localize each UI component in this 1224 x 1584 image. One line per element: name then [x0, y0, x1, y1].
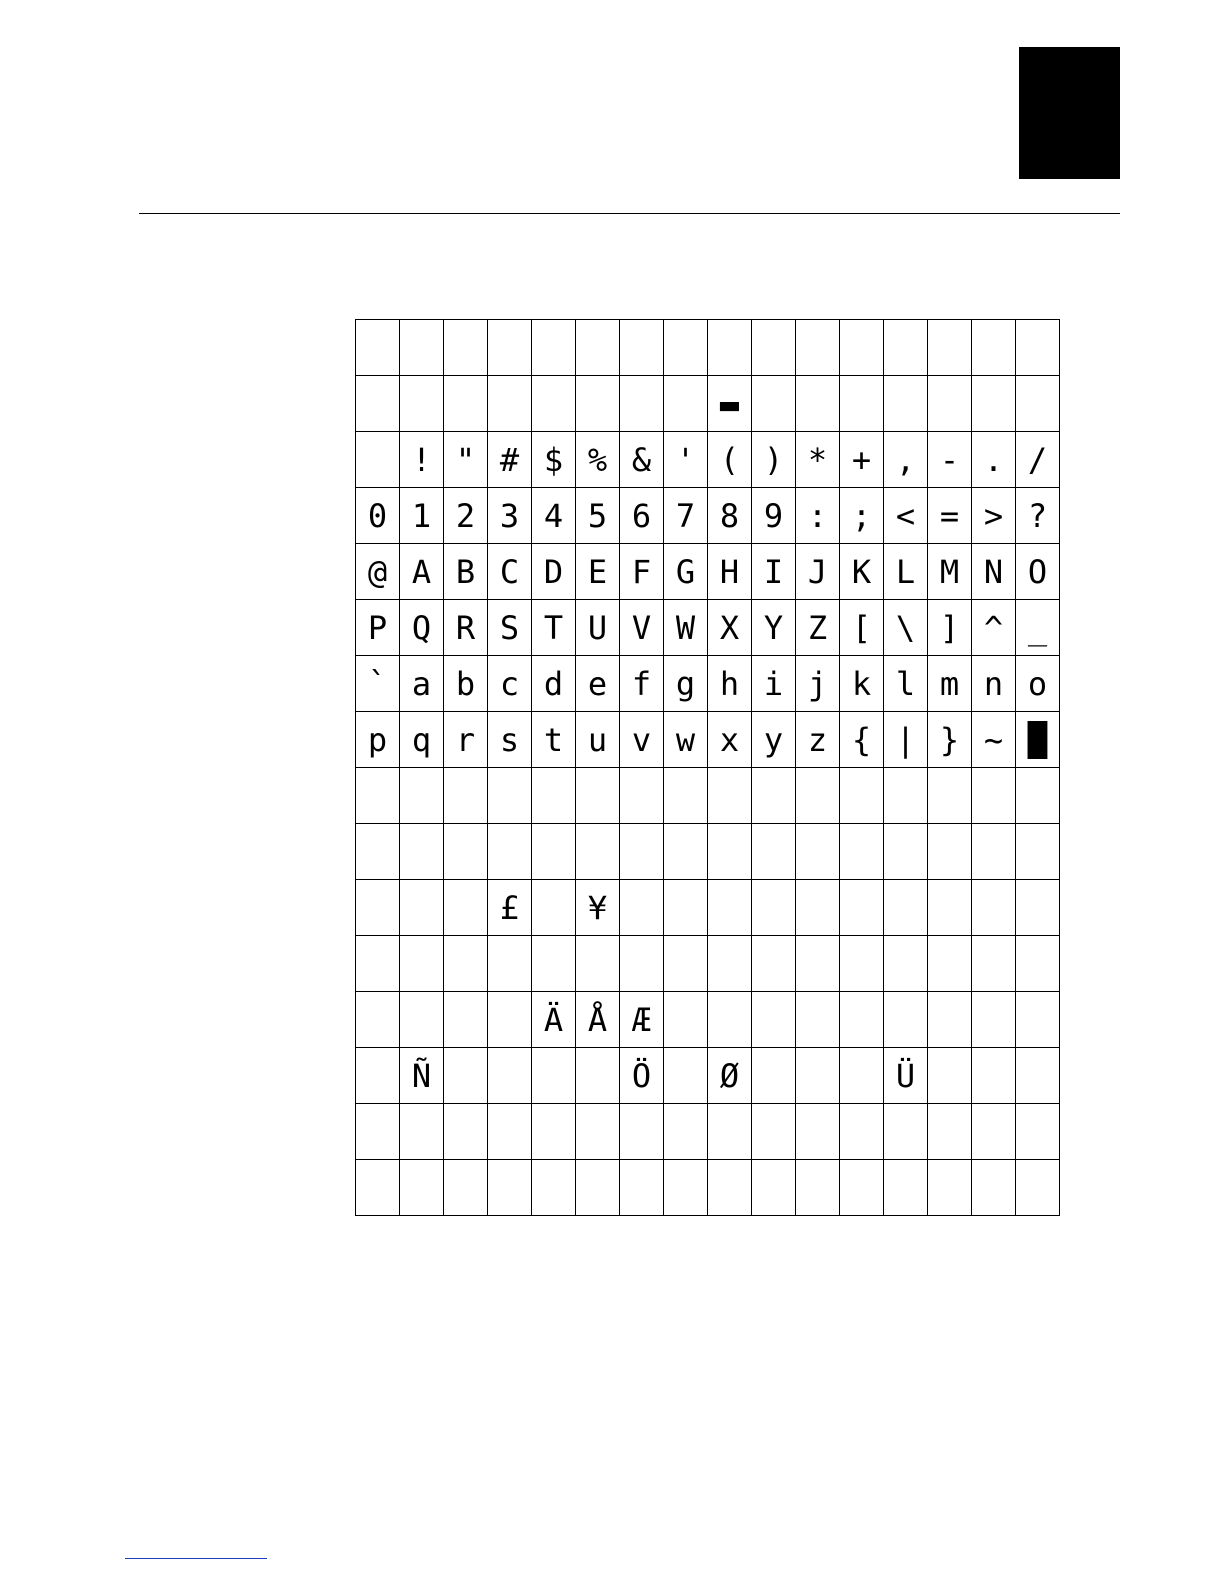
- character-cell: [928, 824, 972, 880]
- character-cell: [796, 880, 840, 936]
- character-cell: .: [972, 432, 1016, 488]
- table-row: [356, 1104, 1060, 1160]
- character-cell: [840, 992, 884, 1048]
- character-cell: 7: [664, 488, 708, 544]
- character-cell: ▬: [708, 376, 752, 432]
- character-cell: W: [664, 600, 708, 656]
- character-cell: [400, 992, 444, 1048]
- character-cell: [796, 1104, 840, 1160]
- character-cell: [840, 880, 884, 936]
- character-cell: [972, 1104, 1016, 1160]
- character-cell: u: [576, 712, 620, 768]
- character-cell: $: [532, 432, 576, 488]
- character-cell: Ä: [532, 992, 576, 1048]
- character-cell: [664, 992, 708, 1048]
- character-cell: L: [884, 544, 928, 600]
- character-cell: n: [972, 656, 1016, 712]
- character-cell: [752, 824, 796, 880]
- character-cell: `: [356, 656, 400, 712]
- character-cell: [928, 320, 972, 376]
- character-cell: [356, 376, 400, 432]
- character-cell: [488, 376, 532, 432]
- character-cell: >: [972, 488, 1016, 544]
- character-cell: [840, 320, 884, 376]
- character-cell: [928, 936, 972, 992]
- character-cell: ": [444, 432, 488, 488]
- character-cell: [356, 1104, 400, 1160]
- character-cell: ;: [840, 488, 884, 544]
- footer-link-rule: [125, 1558, 267, 1559]
- character-cell: [796, 824, 840, 880]
- character-cell: i: [752, 656, 796, 712]
- character-cell: P: [356, 600, 400, 656]
- character-cell: O: [1016, 544, 1060, 600]
- character-cell: [444, 936, 488, 992]
- character-cell: [356, 768, 400, 824]
- character-cell: [664, 936, 708, 992]
- character-cell: [708, 992, 752, 1048]
- character-cell: V: [620, 600, 664, 656]
- character-cell: [840, 936, 884, 992]
- character-cell: [752, 376, 796, 432]
- character-cell: [576, 376, 620, 432]
- character-cell: [532, 1160, 576, 1216]
- character-cell: [532, 1104, 576, 1160]
- character-cell: :: [796, 488, 840, 544]
- character-cell: ¥: [576, 880, 620, 936]
- character-cell: [488, 1160, 532, 1216]
- character-cell: [400, 880, 444, 936]
- character-cell: [708, 320, 752, 376]
- character-cell: [884, 320, 928, 376]
- character-cell: [356, 432, 400, 488]
- character-cell: [972, 768, 1016, 824]
- character-cell: [1016, 1048, 1060, 1104]
- character-cell: [444, 320, 488, 376]
- character-cell: ': [664, 432, 708, 488]
- character-cell: }: [928, 712, 972, 768]
- character-cell: +: [840, 432, 884, 488]
- character-cell: 2: [444, 488, 488, 544]
- character-cell: [796, 376, 840, 432]
- chapter-tab-marker: [1019, 47, 1120, 179]
- character-cell: [356, 992, 400, 1048]
- character-cell: [1016, 1104, 1060, 1160]
- character-cell: [356, 936, 400, 992]
- character-cell: [928, 992, 972, 1048]
- character-cell: [840, 768, 884, 824]
- character-set-table: [355, 319, 1060, 1216]
- character-cell: z: [796, 712, 840, 768]
- character-cell: x: [708, 712, 752, 768]
- character-cell: [884, 1160, 928, 1216]
- character-cell: [356, 880, 400, 936]
- character-cell: [576, 320, 620, 376]
- character-cell: [664, 768, 708, 824]
- character-cell: Ö: [620, 1048, 664, 1104]
- character-cell: [444, 824, 488, 880]
- character-cell: [356, 824, 400, 880]
- character-cell: [708, 768, 752, 824]
- character-cell: [1016, 1160, 1060, 1216]
- character-cell: [488, 824, 532, 880]
- character-cell: [488, 1104, 532, 1160]
- character-cell: c: [488, 656, 532, 712]
- character-cell: [928, 880, 972, 936]
- character-cell: [356, 1048, 400, 1104]
- character-cell: *: [796, 432, 840, 488]
- character-cell: H: [708, 544, 752, 600]
- character-cell: G: [664, 544, 708, 600]
- character-cell: [664, 376, 708, 432]
- character-cell: T: [532, 600, 576, 656]
- character-cell: ~: [972, 712, 1016, 768]
- character-cell: [664, 824, 708, 880]
- character-cell: [1016, 936, 1060, 992]
- table-row: [356, 320, 1060, 376]
- character-cell: [620, 936, 664, 992]
- character-cell: |: [884, 712, 928, 768]
- character-cell: \: [884, 600, 928, 656]
- table-row: [356, 488, 1060, 544]
- character-cell: U: [576, 600, 620, 656]
- character-cell: [928, 768, 972, 824]
- character-cell: [972, 992, 1016, 1048]
- character-cell: l: [884, 656, 928, 712]
- table-row: [356, 656, 1060, 712]
- character-cell: [576, 768, 620, 824]
- character-cell: [488, 992, 532, 1048]
- character-cell: [664, 320, 708, 376]
- character-cell: [796, 1048, 840, 1104]
- character-cell: 9: [752, 488, 796, 544]
- character-cell: q: [400, 712, 444, 768]
- character-cell: [444, 768, 488, 824]
- character-cell: -: [928, 432, 972, 488]
- character-cell: [444, 376, 488, 432]
- character-cell: [576, 824, 620, 880]
- character-cell: [708, 880, 752, 936]
- character-cell: {: [840, 712, 884, 768]
- character-cell: p: [356, 712, 400, 768]
- character-cell: [752, 880, 796, 936]
- character-cell: C: [488, 544, 532, 600]
- character-cell: 4: [532, 488, 576, 544]
- table-row: [356, 1048, 1060, 1104]
- character-cell: F: [620, 544, 664, 600]
- character-cell: [488, 1048, 532, 1104]
- character-cell: [620, 376, 664, 432]
- character-cell: ?: [1016, 488, 1060, 544]
- character-cell: 5: [576, 488, 620, 544]
- character-cell: b: [444, 656, 488, 712]
- character-cell: t: [532, 712, 576, 768]
- character-cell: N: [972, 544, 1016, 600]
- character-cell: [620, 320, 664, 376]
- character-cell: _: [1016, 600, 1060, 656]
- character-cell: [356, 320, 400, 376]
- character-cell: Y: [752, 600, 796, 656]
- character-cell: S: [488, 600, 532, 656]
- character-cell: Ñ: [400, 1048, 444, 1104]
- character-cell: a: [400, 656, 444, 712]
- header-rule: [139, 213, 1120, 214]
- character-cell: [1016, 768, 1060, 824]
- character-cell: [400, 936, 444, 992]
- character-cell: [796, 936, 840, 992]
- character-cell: f: [620, 656, 664, 712]
- character-cell: E: [576, 544, 620, 600]
- character-cell: B: [444, 544, 488, 600]
- character-cell: [752, 936, 796, 992]
- character-cell: [752, 992, 796, 1048]
- character-cell: Ø: [708, 1048, 752, 1104]
- character-cell: m: [928, 656, 972, 712]
- character-cell: [664, 1160, 708, 1216]
- character-cell: [840, 1104, 884, 1160]
- character-cell: [532, 320, 576, 376]
- character-cell: [620, 768, 664, 824]
- character-cell: j: [796, 656, 840, 712]
- character-cell: [884, 992, 928, 1048]
- character-cell: [884, 824, 928, 880]
- character-cell: [400, 768, 444, 824]
- character-cell: [356, 1160, 400, 1216]
- character-cell: [796, 768, 840, 824]
- character-cell: Æ: [620, 992, 664, 1048]
- character-cell: [1016, 992, 1060, 1048]
- character-cell: [400, 1104, 444, 1160]
- character-cell: [1016, 320, 1060, 376]
- character-cell: [1016, 824, 1060, 880]
- character-cell: [972, 824, 1016, 880]
- character-cell: Ü: [884, 1048, 928, 1104]
- character-cell: [1016, 376, 1060, 432]
- character-cell: s: [488, 712, 532, 768]
- character-cell: d: [532, 656, 576, 712]
- character-cell: <: [884, 488, 928, 544]
- table-row: [356, 600, 1060, 656]
- character-cell: [444, 1160, 488, 1216]
- character-cell: h: [708, 656, 752, 712]
- character-cell: [840, 376, 884, 432]
- table-row: [356, 376, 1060, 432]
- character-cell: /: [1016, 432, 1060, 488]
- character-cell: [928, 1104, 972, 1160]
- character-cell: 1: [400, 488, 444, 544]
- character-cell: [444, 880, 488, 936]
- character-cell: [532, 376, 576, 432]
- character-cell: [444, 1048, 488, 1104]
- character-cell: [620, 880, 664, 936]
- character-cell: [884, 768, 928, 824]
- character-cell: [400, 824, 444, 880]
- character-cell: M: [928, 544, 972, 600]
- character-cell: [884, 376, 928, 432]
- table-row: [356, 936, 1060, 992]
- character-cell: K: [840, 544, 884, 600]
- character-cell: !: [400, 432, 444, 488]
- character-cell: ,: [884, 432, 928, 488]
- character-cell: [752, 320, 796, 376]
- character-cell: [752, 768, 796, 824]
- character-cell: r: [444, 712, 488, 768]
- character-cell: J: [796, 544, 840, 600]
- character-cell: 3: [488, 488, 532, 544]
- character-cell: Z: [796, 600, 840, 656]
- character-cell: [972, 1048, 1016, 1104]
- character-cell: [532, 768, 576, 824]
- character-cell: [576, 1048, 620, 1104]
- table-row: [356, 992, 1060, 1048]
- character-cell: [796, 1160, 840, 1216]
- character-cell: X: [708, 600, 752, 656]
- character-cell: %: [576, 432, 620, 488]
- character-cell: [488, 936, 532, 992]
- character-cell: [532, 1048, 576, 1104]
- character-cell: [752, 1048, 796, 1104]
- character-cell: [884, 1104, 928, 1160]
- character-cell: [620, 824, 664, 880]
- character-cell: @: [356, 544, 400, 600]
- character-cell: Q: [400, 600, 444, 656]
- table-row: [356, 880, 1060, 936]
- character-cell: [752, 1104, 796, 1160]
- character-cell: [444, 992, 488, 1048]
- character-cell: #: [488, 432, 532, 488]
- character-cell: £: [488, 880, 532, 936]
- character-cell: [752, 1160, 796, 1216]
- character-cell: [972, 880, 1016, 936]
- character-cell: ^: [972, 600, 1016, 656]
- character-cell: [884, 936, 928, 992]
- character-cell: y: [752, 712, 796, 768]
- character-cell: k: [840, 656, 884, 712]
- character-cell: w: [664, 712, 708, 768]
- table-row: [356, 712, 1060, 768]
- character-cell: v: [620, 712, 664, 768]
- character-cell: [576, 1104, 620, 1160]
- character-cell: [840, 1160, 884, 1216]
- character-cell: [928, 1048, 972, 1104]
- table-row: [356, 544, 1060, 600]
- character-cell: [400, 1160, 444, 1216]
- character-cell: 8: [708, 488, 752, 544]
- character-cell: [972, 1160, 1016, 1216]
- table-row: [356, 1160, 1060, 1216]
- character-cell: =: [928, 488, 972, 544]
- character-cell: g: [664, 656, 708, 712]
- character-cell: [664, 1104, 708, 1160]
- character-cell: o: [1016, 656, 1060, 712]
- character-cell: D: [532, 544, 576, 600]
- character-cell: [664, 1048, 708, 1104]
- character-cell: [444, 1104, 488, 1160]
- character-cell: [884, 880, 928, 936]
- character-cell: [400, 320, 444, 376]
- character-cell: [708, 824, 752, 880]
- character-cell: e: [576, 656, 620, 712]
- character-cell: [796, 320, 840, 376]
- character-cell: [488, 768, 532, 824]
- character-cell: █: [1016, 712, 1060, 768]
- character-cell: ): [752, 432, 796, 488]
- character-cell: [532, 936, 576, 992]
- character-cell: A: [400, 544, 444, 600]
- character-cell: [532, 880, 576, 936]
- character-cell: 0: [356, 488, 400, 544]
- character-cell: &: [620, 432, 664, 488]
- character-cell: ]: [928, 600, 972, 656]
- table-row: [356, 432, 1060, 488]
- character-cell: [620, 1104, 664, 1160]
- character-cell: [972, 320, 1016, 376]
- character-cell: Å: [576, 992, 620, 1048]
- character-cell: [972, 376, 1016, 432]
- character-cell: [488, 320, 532, 376]
- character-cell: [664, 880, 708, 936]
- character-cell: [576, 936, 620, 992]
- character-cell: [708, 1160, 752, 1216]
- character-cell: I: [752, 544, 796, 600]
- table-row: [356, 824, 1060, 880]
- character-cell: R: [444, 600, 488, 656]
- character-cell: [400, 376, 444, 432]
- character-cell: [708, 936, 752, 992]
- character-cell: [928, 376, 972, 432]
- character-cell: [: [840, 600, 884, 656]
- character-set-table-body: [356, 320, 1060, 1216]
- character-cell: [708, 1104, 752, 1160]
- character-cell: [796, 992, 840, 1048]
- character-cell: [620, 1160, 664, 1216]
- character-cell: 6: [620, 488, 664, 544]
- character-cell: [928, 1160, 972, 1216]
- character-cell: [840, 1048, 884, 1104]
- character-cell: [972, 936, 1016, 992]
- character-cell: [1016, 880, 1060, 936]
- table-row: [356, 768, 1060, 824]
- character-cell: (: [708, 432, 752, 488]
- character-cell: [532, 824, 576, 880]
- character-cell: [840, 824, 884, 880]
- character-cell: [576, 1160, 620, 1216]
